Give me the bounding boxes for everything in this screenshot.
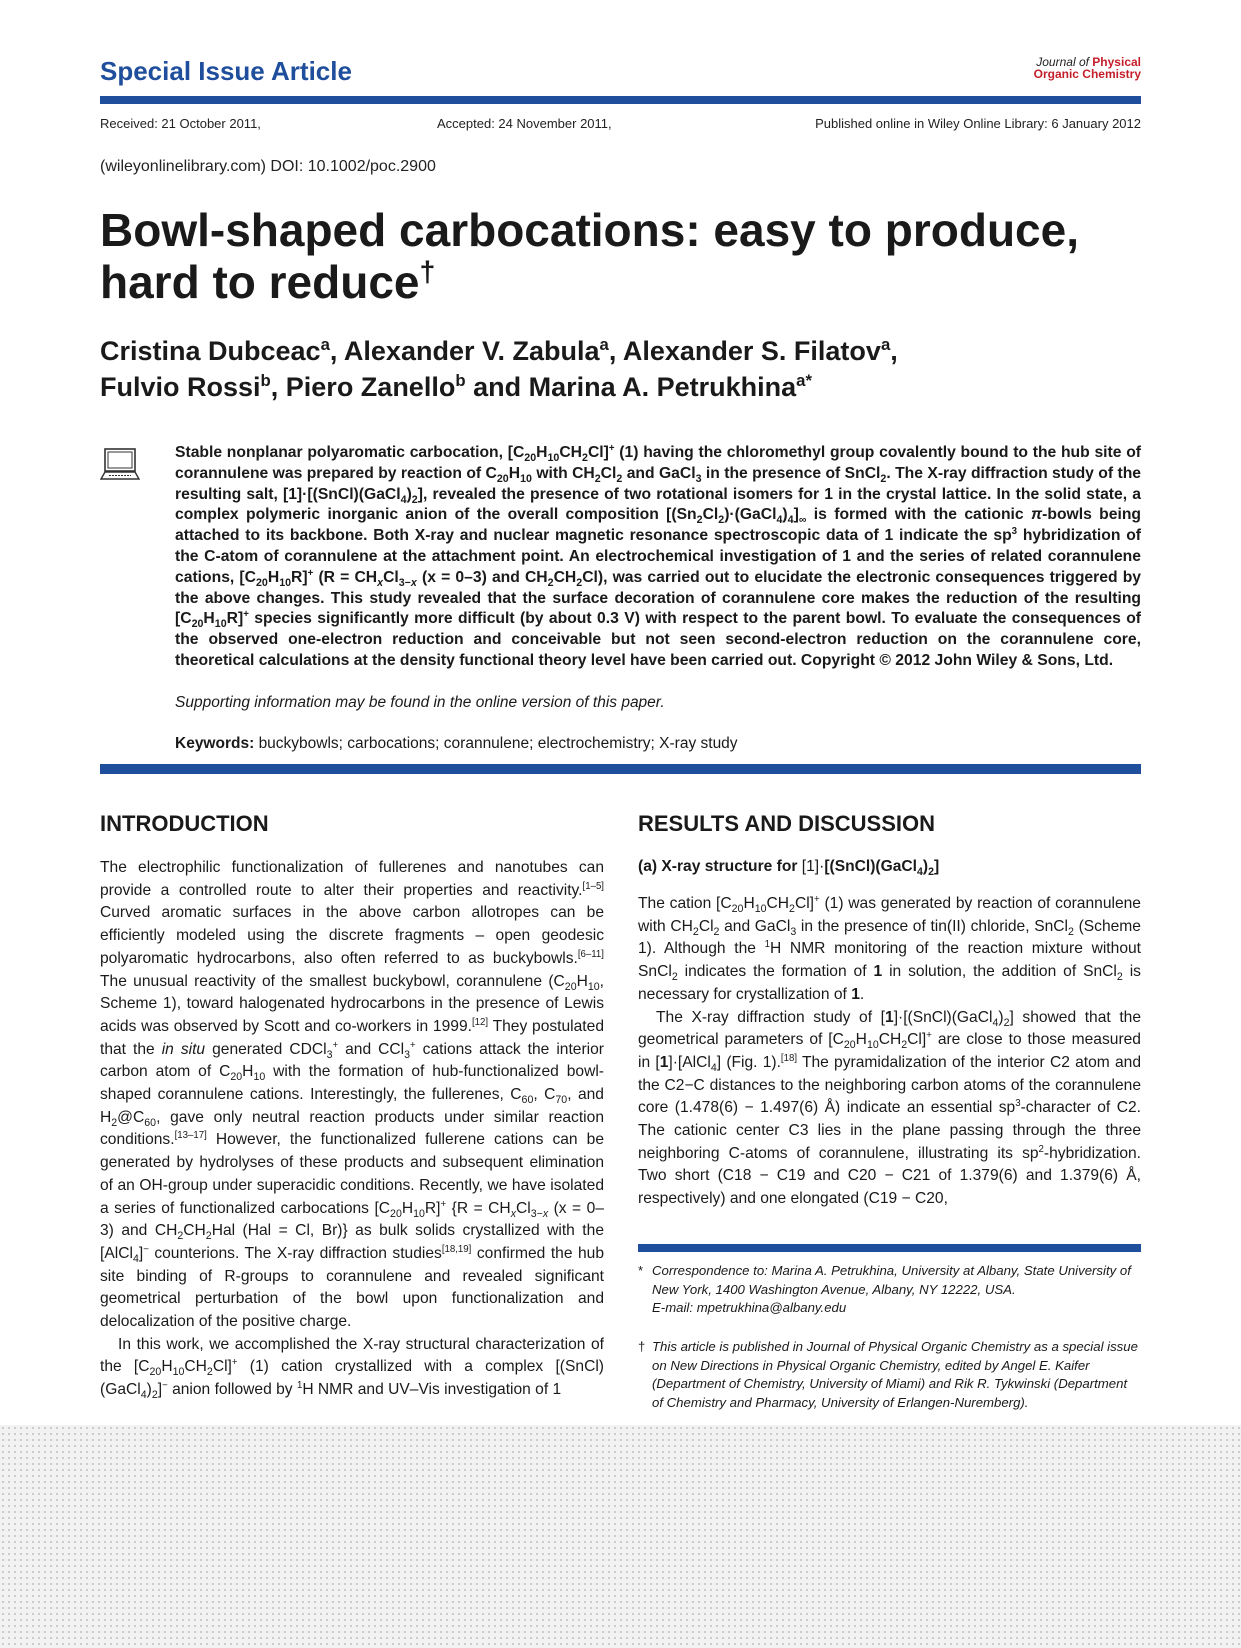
author-list — [100, 333, 1141, 405]
journal-logo-line1: Journal of — [1036, 55, 1089, 69]
author: Piero Zanello$^b$ and — [285, 371, 529, 402]
keywords-text: buckybowls; carbocations; corannulene; electrochemistry; X-ray study — [258, 735, 738, 752]
introduction-body: The electrophilic functionalization of fullerenes and nanotubes can provide a controlled route to alter their properties and reactivity.[1–5] Curved aromatic surfaces in the above carbon allotropes can be efficiently modeled using the discrete fragments – open geodesic polyaromatic hydrocarbons, also often referred to as buckybowls.[6–11] The unusual reactivity of the smallest buckybowl, corannulene ($C_{20}H_{10}$, Scheme 1), toward halogenated hydrocarbons in the presence of Lewis acids was observed by Scott and co-workers in 1999.[12] They postulated that the in situ generated CDCl$_3$+ and CCl$_3$+ cations attack the interior carbon atom of $C_{20}H_{10}$ with the formation of hub-functionalized bowl-shaped corannulene cations. Interestingly, the fullerenes, $C_{60}$, $C_{70}$, and $H_2@C_{60}$, gave only neutral reaction products under similar reaction conditions.[13–17] However, the functionalized fullerene cations can be generated by hydrolyses of these products and subsequent elimination of an OH-group under superacidic conditions. Recently, we have isolated a series of functionalized carbocations $[C_{20}H_{10}R]^+$ {$R = CH_xCl_{3-x}$ (x = 0–3) and $CH_2CH_2Hal$ (Hal = Cl, Br)} as bulk solids crystallized with the [AlCl$_4$]− counterions. The X-ray diffraction studies[18,19] confirmed the hub site binding of R-groups to corannulene and revealed significant geometrical perturbation of the bowl upon functionalization and delocalization of the positive charge. In this work, we accomplished the X-ray structural characterization of the $[C_{20}H_{10}CH_2Cl]^+$ (1) cation crystallized with a complex $[(SnCl)(GaCl_4)_2]^-$ anion followed by $^1$H NMR and UV–Vis investigation of 1 — [100, 859, 604, 1402]
special-issue-footnote: † This article is published in Journal of Physical Organic Chemistry as a special issue on New Directions in Physical Organic Chemistry, edited by Angel E. Kaifer (Department of Chemistry, University of Miami) and Rik R. Tykwinski (Department of Chemistry and Pharmacy, University of Erlangen-Nuremberg). — [638, 1339, 1138, 1410]
article-title — [100, 204, 1141, 308]
journal-logo-line2: Organic Chemistry — [1033, 67, 1141, 81]
author: Alexander S. Filatov$^a$, — [622, 335, 898, 366]
author: Fulvio Rossi$^b$, — [100, 371, 286, 402]
title-line-2: hard to reduce — [100, 256, 420, 308]
title-dagger: † — [419, 256, 436, 289]
received-date: Received: 21 October 2011, — [100, 116, 261, 131]
author: Cristina Dubceac$^a$, — [100, 335, 344, 366]
keywords-label: Keywords: — [175, 735, 255, 752]
footnote-rule — [638, 1244, 1141, 1252]
results-subheading: (a) X-ray structure for $[1]\cdot[(SnCl)(GaCl_4)_2]$ — [638, 858, 940, 879]
correspondence-email: E-mail: mpetrukhina@albany.edu — [652, 1300, 847, 1315]
introduction-heading: INTRODUCTION — [100, 811, 269, 836]
published-date: Published online in Wiley Online Library: 6 January 2012 — [815, 116, 1141, 131]
journal-logo-line1b: Physical — [1092, 55, 1141, 69]
accepted-date: Accepted: 24 November 2011, — [437, 116, 612, 131]
abstract: Stable nonplanar polyaromatic carbocation, $[C_{20}H_{10}CH_2Cl]^+$ (1) having the chloromethyl group covalently bound to the hub site of corannulene was prepared by reaction of $C_{20}H_{10}$ with $CH_2Cl_2$ and GaCl$_3$ in the presence of SnCl$_2$. The X-ray diffraction study of the resulting salt, $[1]\cdot[(SnCl)(GaCl_4)_2]$, revealed the presence of two rotational isomers for 1 in the crystal lattice. In the solid state, a complex polymeric inorganic anion of the overall composition $[(Sn_2Cl_2)\cdot(GaCl_4)_4]_\infty$ is formed with the cationic π-bowls being attached to its backbone. Both X-ray and nuclear magnetic resonance spectroscopic data of 1 indicate the $sp^3$ hybridization of the C-atom of corannulene at the attachment point. An electrochemical investigation of 1 and the series of related corannulene cations, $[C_{20}H_{10}R]^+$ ($R = CH_xCl_{3-x}$ (x = 0–3) and $CH_2CH_2Cl$), was carried out to elucidate the electronic consequences triggered by the above changes. This study revealed that the surface decoration of corannulene core makes the reduction of the resulting $[C_{20}H_{10}R]^+$ species significantly more difficult (by about 0.3 V) with respect to the parent bowl. To evaluate the consequences of the observed one-electron reduction and conceivable but not seen second-electron reduction on the corannulene core, theoretical calculations at the density functional theory level have been carried out. Copyright © 2012 John Wiley & Sons, Ltd. — [175, 442, 1142, 669]
author: Marina A. Petrukhina$^{a*}$ — [528, 371, 812, 402]
correspondence-footnote: * Correspondence to: Marina A. Petrukhina, University at Albany, State University of New York, 1400 Washington Avenue, Albany, NY 12222, USA. E-mail: mpetrukhina@albany.edu — [638, 1262, 1141, 1318]
author: Alexander V. Zabula$^a$, — [343, 335, 623, 366]
doi-line: (wileyonlinelibrary.com) DOI: 10.1002/poc.2900 — [100, 158, 436, 175]
page-cutoff-overlay — [0, 1425, 1241, 1648]
results-body: The cation $[C_{20}H_{10}CH_2Cl]^+$ (1) was generated by reaction of corannulene with $CH_2Cl_2$ and GaCl$_3$ in the presence of tin(II) chloride, SnCl$_2$ (Scheme 1). Although the $^1$H NMR monitoring of the reaction mixture without SnCl$_2$ indicates the formation of 1 in solution, the addition of SnCl$_2$ is necessary for crystallization of 1. The X-ray diffraction study of $[1]\cdot[(SnCl)(GaCl_4)_2]$ showed that the geometrical parameters of $[C_{20}H_{10}CH_2Cl]^+$ are close to those measured in [1]·[AlCl$_4$] (Fig. 1).[18] The pyramidalization of the interior C2 atom and the C2−C distances to the neighboring carbon atoms of the corannulene core (1.478(6) − 1.497(6) Å) indicate an essential $sp^3$-character of C2. The cationic center C3 lies in the plane passing through the three neighboring C-atoms of corannulene, illustrating its $sp^2$-hybridization. Two short (C18 − C19 and C20 − C21 of 1.379(6) and 1.379(6) Å, respectively) and one elongated (C19 − C20, — [638, 893, 1142, 1208]
supporting-info-note: Supporting information may be found in the online version of this paper. — [175, 694, 665, 711]
laptop-icon — [100, 446, 140, 486]
keywords — [175, 735, 1141, 753]
journal-logo — [1034, 56, 1141, 80]
section-label: Special Issue Article — [100, 56, 352, 86]
results-heading: RESULTS AND DISCUSSION — [638, 811, 936, 836]
title-line-1: Bowl-shaped carbocations: easy to produce, — [100, 204, 1079, 256]
abstract-rule — [100, 764, 1141, 774]
header-rule — [100, 96, 1141, 104]
